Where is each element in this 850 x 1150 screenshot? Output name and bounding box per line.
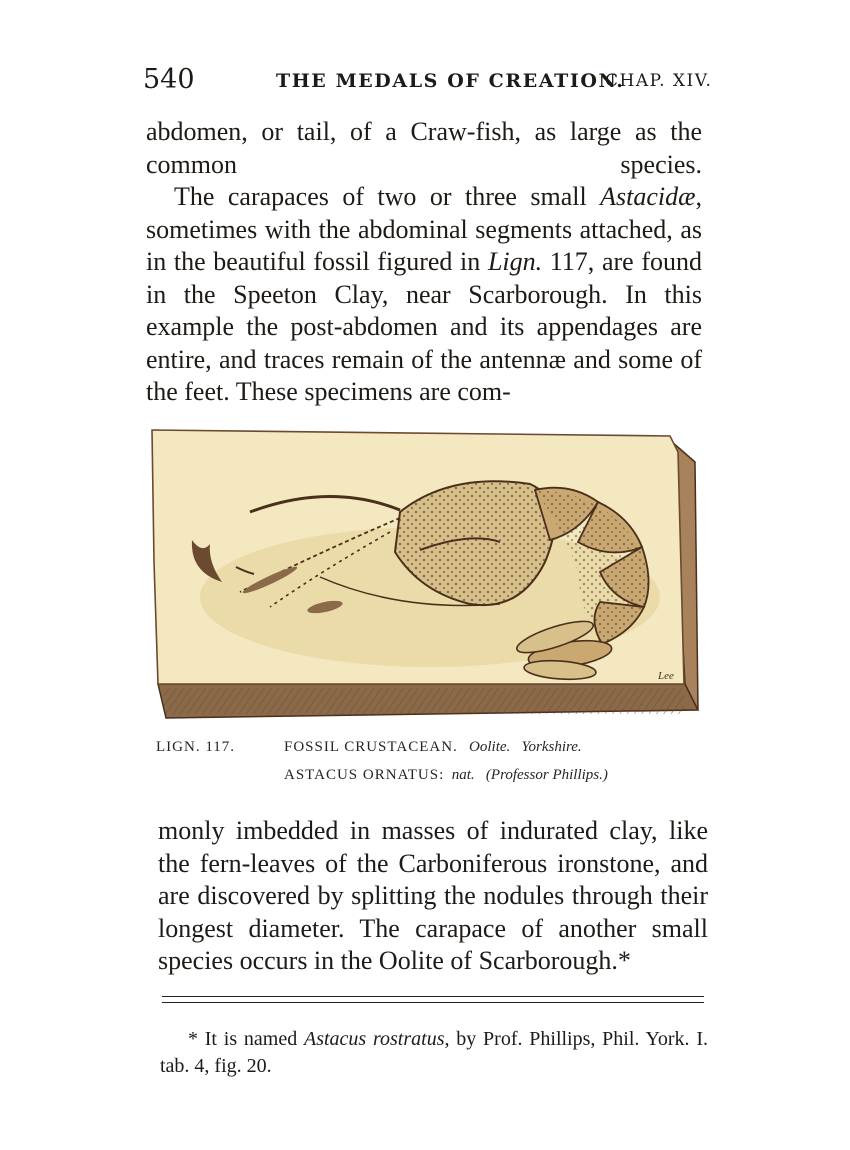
caption-species: ASTACUS ORNATUS: (284, 767, 445, 783)
caption-formation: Oolite. (469, 739, 511, 755)
page-number: 540 (143, 64, 195, 95)
footnote: * It is named Astacus rostratus, by Prof. Phillips, Phil. York. I. tab. 4, fig. 20. (160, 1028, 708, 1077)
figure-caption-line-2 (284, 767, 608, 784)
running-head (0, 62, 850, 98)
footnote-rule (162, 1002, 704, 1003)
paragraph-astacidae: The carapaces of two or three small Astacidæ, sometimes with the abdominal segments attached, as in the beautiful fossil figured in Lign. 117, are found in the Speeton Clay, near Scarborough. In this example the post-abdomen and its appendages are entire, and traces remain of the antennæ and some of the feet. These specimens are com- (146, 182, 702, 406)
figure-reference: Lign. (487, 247, 543, 276)
taxon-astacus-rostratus: Astacus rostratus (303, 1028, 445, 1050)
paragraph-nodules: monly imbedded in masses of indurated clay, like the fern-leaves of the Carboniferous ironstone, and are discovered by splitting the nodules through their longest diameter. The carapace of another small species occurs in the Oolite of Scarborough.* (158, 816, 708, 975)
fossil-illustration (150, 422, 700, 722)
book-title: THE MEDALS OF CREATION. (276, 70, 625, 92)
paragraph-continuation: abdomen, or tail, of a Craw-fish, as large as the common species. (146, 117, 702, 179)
fossil-crustacean-engraving (150, 422, 700, 722)
footnote-rule (162, 996, 704, 997)
taxon-astacidae: Astacidæ (600, 182, 696, 211)
figure-caption-line-1 (284, 739, 582, 756)
figure-label: LIGN. 117. (156, 739, 236, 755)
caption-title: FOSSIL CRUSTACEAN. (284, 739, 458, 755)
chapter-reference: CHAP. XIV. (605, 71, 713, 91)
caption-locality: Yorkshire. (521, 739, 582, 755)
caption-credit: (Professor Phillips.) (485, 767, 608, 783)
footnote-marker: * (188, 1028, 198, 1050)
caption-scale: nat. (451, 767, 475, 783)
slab-edge-hatching (164, 688, 684, 714)
engraver-signature: Lee (658, 670, 674, 682)
